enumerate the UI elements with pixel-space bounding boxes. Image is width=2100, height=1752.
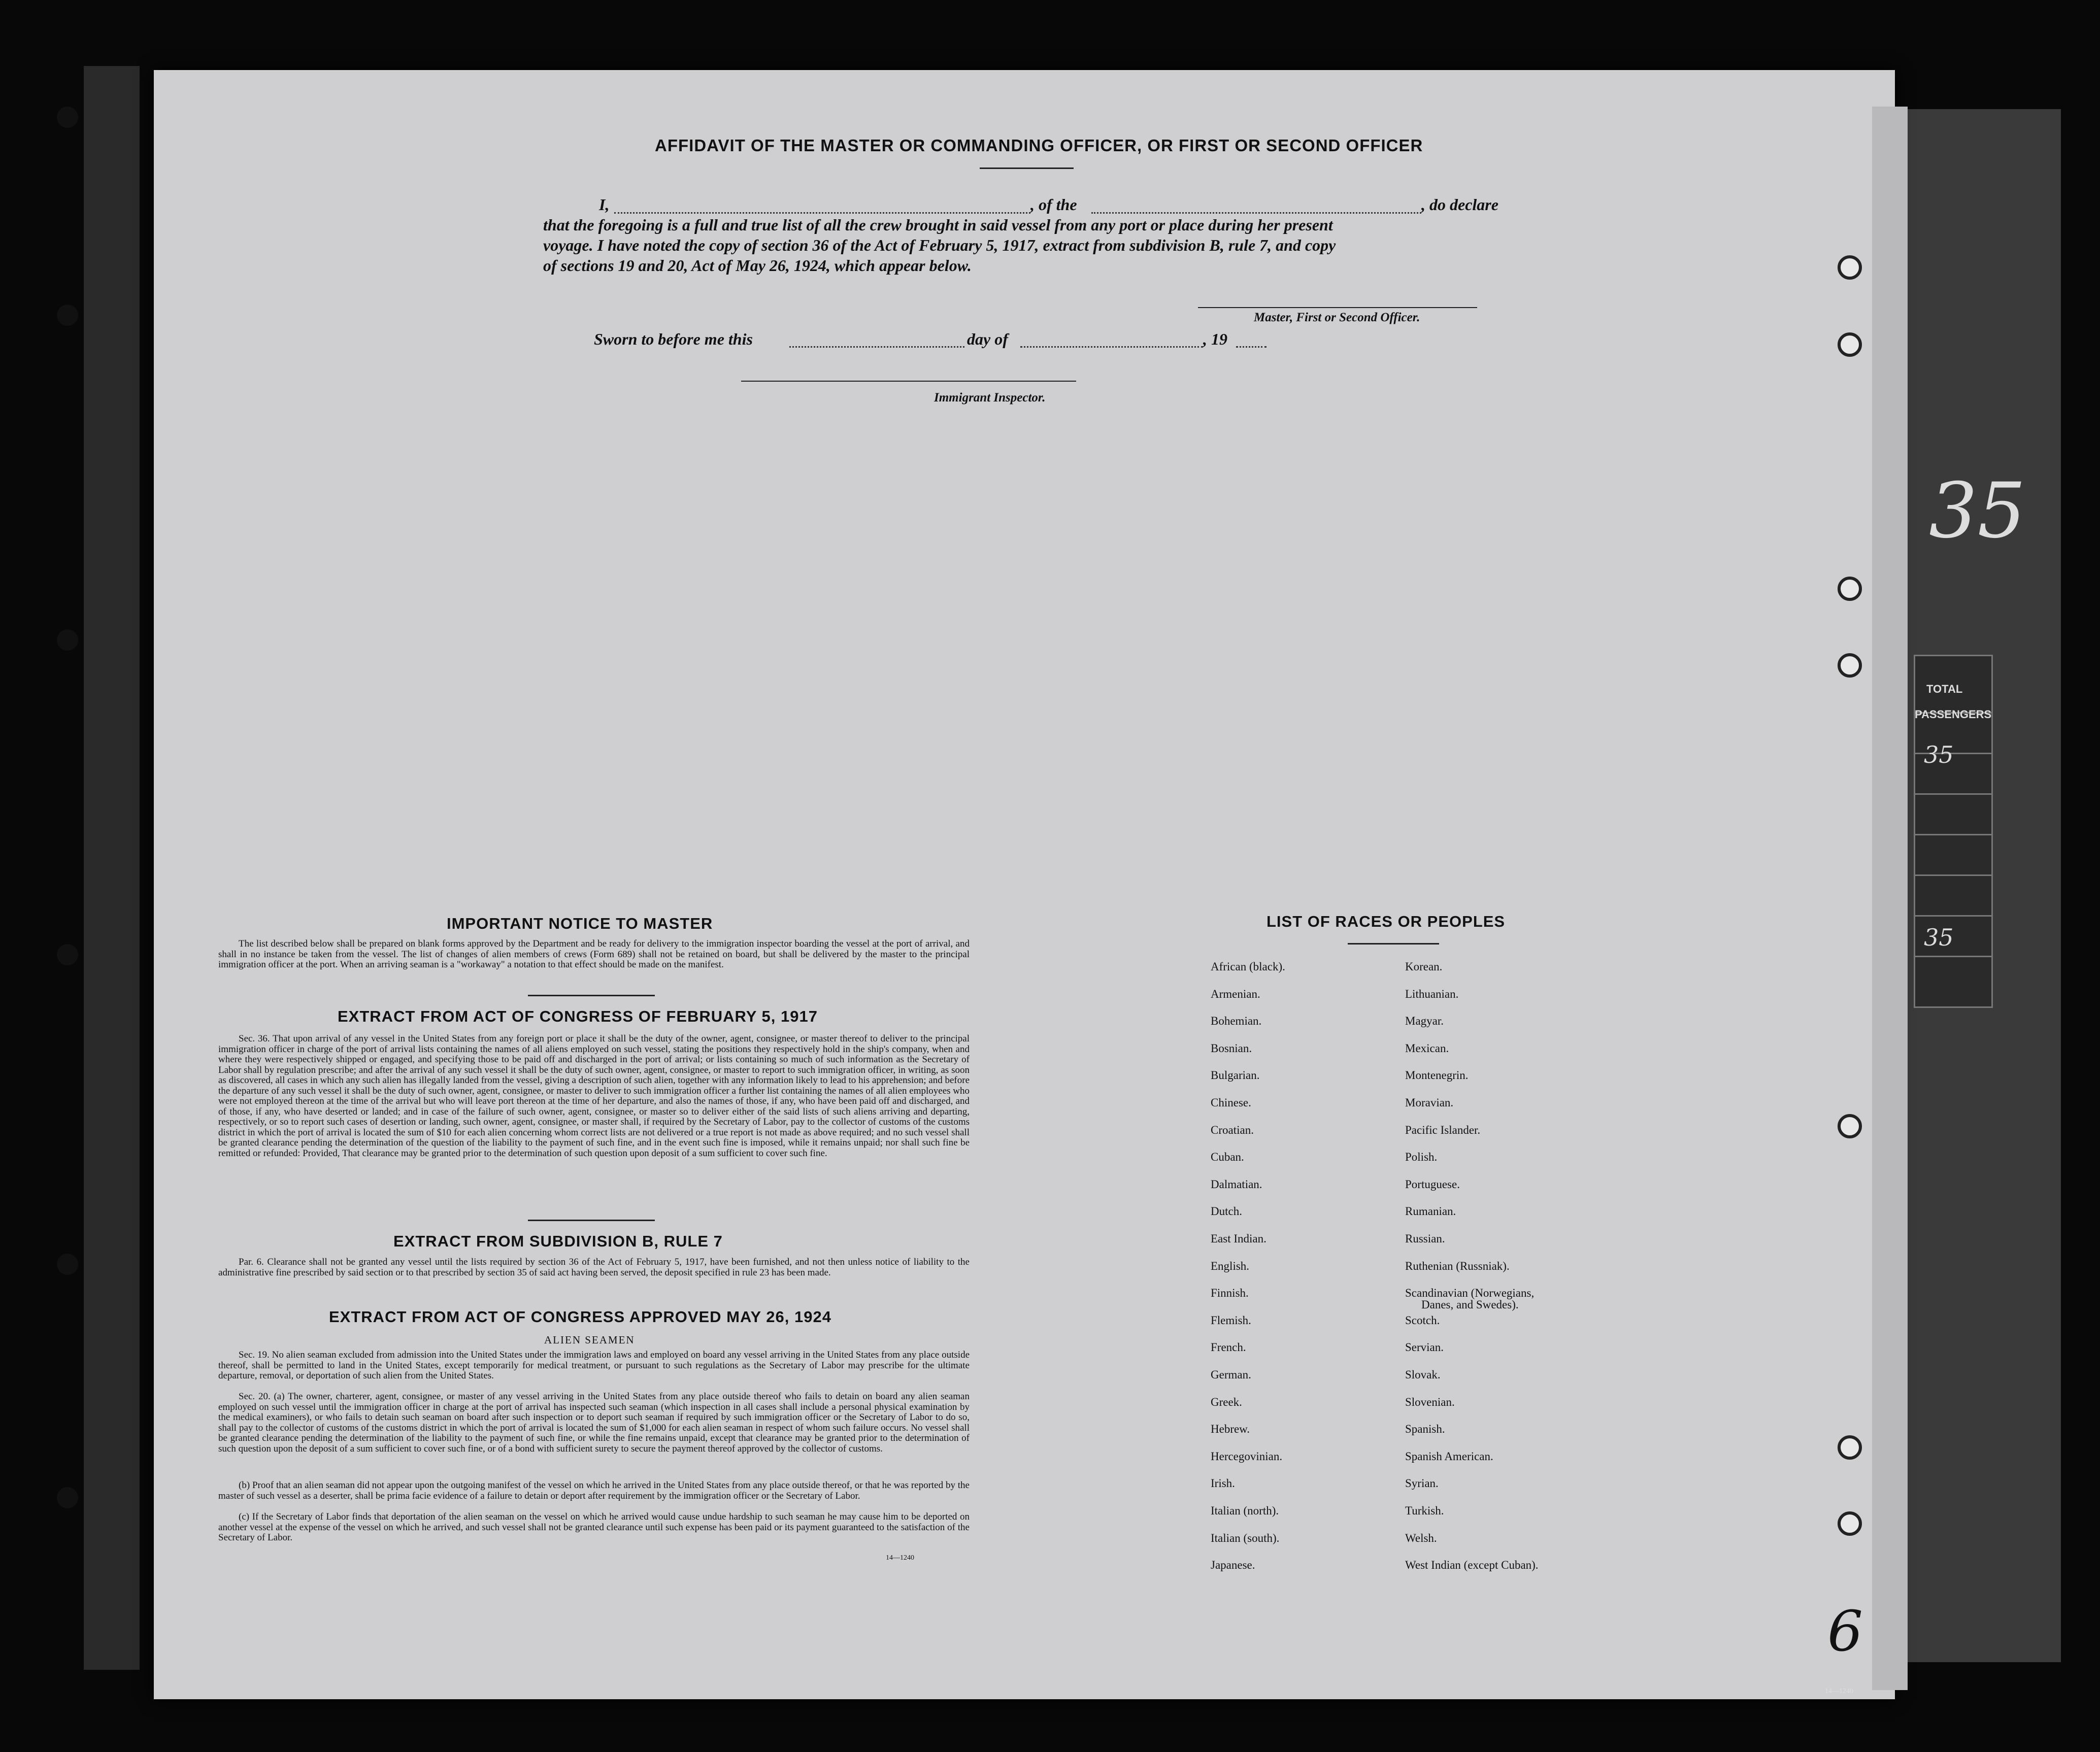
race-item: Bosnian. [1211, 1041, 1252, 1055]
sworn-date-blank[interactable] [789, 346, 964, 348]
affidavit-line4: of sections 19 and 20, Act of May 26, 1924, which appear below. [543, 256, 972, 275]
race-item: Turkish. [1405, 1504, 1444, 1517]
race-item: Welsh. [1405, 1531, 1437, 1544]
race-scandinavian-continuation: Danes, and Swedes). [1421, 1298, 1519, 1311]
race-item: Italian (south). [1211, 1531, 1280, 1544]
race-item: Moravian. [1405, 1096, 1454, 1109]
page-form-number: 14—1240 [1825, 1688, 1853, 1695]
race-item: West Indian (except Cuban). [1405, 1559, 1539, 1572]
race-item: Rumanian. [1405, 1205, 1456, 1218]
handwritten-35-a: 35 [1924, 741, 1954, 768]
race-item: Croatian. [1211, 1123, 1254, 1136]
binder-hole [57, 944, 78, 965]
inspector-signature-line[interactable] [741, 381, 1076, 382]
race-item: Bohemian. [1211, 1015, 1262, 1028]
title-rule [980, 167, 1074, 169]
race-item: French. [1211, 1341, 1246, 1354]
sworn-year: , 19 [1203, 330, 1227, 348]
section-rule [528, 1220, 655, 1221]
race-item: Japanese. [1211, 1559, 1255, 1572]
stamp-total-label: TOTAL [1926, 683, 1963, 695]
punch-hole [1838, 653, 1862, 678]
race-item: Bulgarian. [1211, 1069, 1260, 1082]
extract-1917-text: Sec. 36. That upon arrival of any vessel in the United States from any foreign port or place it shall be the duty of the owner, agent, consignee, or master thereof to deliver to the principal immigration officer in charge of the port of arrival lists containing the names of all aliens employed on such vessel, stating the positions they respectively hold in the ship's company, when and where they were respectively shipped or engaged, and specifying those to be paid off and discharged in the port of arrival; or lists containing so much of such information as the Secretary of Labor shall by regulation prescribe; and after the arrival of any such vessel it shall be the duty of such owner, agent, consignee, or master to report to such immigration officer, in writing, as soon as discovered, all cases in which any such alien has illegally landed from the vessel, giving a description of such alien, together with any information likely to lead to his apprehension; and before the departure of any such vessel it shall be the duty of such owner, agent, consignee, or master to deliver to such immigration officer a further list containing the names of all alien employees who were not employed thereon at the time of the arrival but who will leave port thereon at the time of her departure, and also the names of those, if any, who have been paid off and discharged, and of those, if any, who have deserted or landed; and in case of the failure of such owner, agent, consignee, or master so to deliver either of the said lists of such aliens arriving and departing, respectively, or so to report such cases of desertion or landing, such owner, agent, consignee, or master shall, if required by the Secretary of Labor, pay to the collector of customs of the customs district in which the port of arrival is located the sum of $10 for each alien concerning whom correct lists are not delivered or a true report is not made as above required; and no such vessel shall be granted clearance pending the determination of the question of the liability to the payment of such fine, and in the event such fine is imposed, while it remains unpaid; nor shall such fine be remitted or refunded: Provided, That clearance may be granted prior to the determination of such question upon deposit of a sum sufficient to cover such fine. [218, 1033, 970, 1159]
race-item: Scotch. [1405, 1313, 1440, 1327]
extract-1924-heading: EXTRACT FROM ACT OF CONGRESS APPROVED MAY 26, 1924 [329, 1308, 831, 1326]
race-item: Slovak. [1405, 1368, 1441, 1381]
race-item: Polish. [1405, 1151, 1438, 1164]
race-item: Spanish American. [1405, 1450, 1493, 1463]
races-heading: LIST OF RACES OR PEOPLES [1266, 913, 1506, 930]
handwritten-35-large: 35 [1929, 467, 2026, 555]
affidavit-line3: voyage. I have noted the copy of section 36 of the Act of February 5, 1917, extract from subdivision B, rule 7, and copy [543, 236, 1336, 254]
sworn-year-blank[interactable] [1236, 346, 1266, 348]
inspector-caption: Immigrant Inspector. [934, 391, 1046, 405]
binder-strip [84, 66, 140, 1670]
race-item: Dalmatian. [1211, 1177, 1262, 1191]
race-item: Chinese. [1211, 1096, 1251, 1109]
race-item: Hercegovinian. [1211, 1450, 1283, 1463]
section-rule [528, 995, 655, 996]
race-item: Servian. [1405, 1341, 1444, 1354]
race-item: Armenian. [1211, 987, 1260, 1000]
affidavit-line1-end: , do declare [1421, 195, 1498, 214]
extract-1917-heading: EXTRACT FROM ACT OF CONGRESS OF FEBRUARY 5, 1917 [338, 1007, 818, 1025]
binder-hole [57, 1487, 78, 1508]
vessel-blank[interactable] [1091, 212, 1421, 214]
affidavit-line1-mid: , of the [1030, 195, 1077, 214]
race-item: Finnish. [1211, 1287, 1249, 1300]
binder-hole [57, 1254, 78, 1275]
affidavit-line2: that the foregoing is a full and true list of all the crew brought in said vessel from any port or place during her present [543, 216, 1333, 234]
race-item: Irish. [1211, 1477, 1235, 1490]
handwritten-6: 6 [1827, 1599, 1863, 1664]
sworn-text: Sworn to before me this [594, 330, 753, 348]
race-item: East Indian. [1211, 1232, 1266, 1245]
page-edge [1872, 107, 1908, 1690]
affidavit-title: AFFIDAVIT OF THE MASTER OR COMMANDING OFFICER, OR FIRST OR SECOND OFFICER [655, 136, 1423, 155]
sworn-month-blank[interactable] [1020, 346, 1203, 348]
race-item: Mexican. [1405, 1041, 1449, 1055]
sec20c-text: (c) If the Secretary of Labor finds that deportation of the alien seaman on the vessel on which he arrived would cause undue hardship to such seaman he may cause him to be deported on another vessel at the expense of the vessel on which he arrived, and such vessel shall not be granted clearance until such expense has been paid or its payment guaranteed to the satisfaction of the Secretary of Labor. [218, 1511, 970, 1543]
alien-seamen-subheading: ALIEN SEAMEN [544, 1334, 635, 1346]
punch-hole [1838, 1114, 1862, 1138]
race-item: Montenegrin. [1405, 1069, 1469, 1082]
race-item: German. [1211, 1368, 1251, 1381]
race-item: Korean. [1405, 960, 1443, 973]
race-item: Flemish. [1211, 1313, 1251, 1327]
affidavit-line1-start: I, [599, 195, 610, 214]
race-item: Ruthenian (Russniak). [1405, 1259, 1510, 1272]
punch-hole [1838, 255, 1862, 280]
race-item: Pacific Islander. [1405, 1123, 1481, 1136]
signature-caption: Master, First or Second Officer. [1254, 311, 1420, 324]
race-item: Slovenian. [1405, 1395, 1455, 1408]
extract-rule7-heading: EXTRACT FROM SUBDIVISION B, RULE 7 [393, 1232, 723, 1250]
punch-hole [1838, 577, 1862, 601]
sec20a-text: Sec. 20. (a) The owner, charterer, agent, consignee, or master of any vessel arriving in the United States from any place outside thereof who fails to detain on board any alien seaman employed on such vessel until the immigration officer in charge at the port of arrival has inspected such seaman (which inspection in all cases shall include a personal physical examination by the medical examiners), or who fails to detain such seaman on board after such inspection or to deport such seaman if required by such immigration officer or the Secretary of Labor to do so, shall pay to the collector of customs of the customs district in which the port of arrival is located the sum of $1,000 for each alien seaman in respect of whom such failure occurs. No vessel shall be granted clearance pending the determination of the liability to the payment of such fine, or while the fine remains unpaid, except that clearance may be granted prior to the determination of such question upon the deposit of a sum sufficient to cover such fine, or of a bond with sufficient surety to secure the payment thereof approved by the collector of customs. [218, 1391, 970, 1454]
sec20b-text: (b) Proof that an alien seaman did not appear upon the outgoing manifest of the vessel on which he arrived in the United States from any place outside thereof, or that he was reported by the master of such vessel as a deserter, shall be prima facie evidence of a failure to detain or deport after requirement by the immigration officer or the Secretary of Labor. [218, 1480, 970, 1501]
race-item: Syrian. [1405, 1477, 1439, 1490]
sec19-text: Sec. 19. No alien seaman excluded from admission into the United States under the immigration laws and employed on board any vessel arriving in the United States from any place outside thereof, shall be permitted to land in the United States, except temporarily for medical treatment, or pursuant to such regulations as the Secretary of Labor may prescribe for the ultimate departure, removal, or deportation of such alien from the United States. [218, 1350, 970, 1381]
race-item: African (black). [1211, 960, 1285, 973]
punch-hole [1838, 1435, 1862, 1460]
notice-heading: IMPORTANT NOTICE TO MASTER [447, 915, 713, 932]
binder-hole [57, 107, 78, 128]
form-number: 14—1240 [886, 1554, 914, 1562]
race-item: Russian. [1405, 1232, 1445, 1245]
signature-line[interactable] [1198, 307, 1477, 308]
manifest-page [154, 70, 1895, 1699]
race-item: Greek. [1211, 1395, 1242, 1408]
handwritten-35-b: 35 [1924, 924, 1954, 951]
name-blank[interactable] [614, 212, 1030, 214]
race-item: Italian (north). [1211, 1504, 1279, 1517]
notice-text: The list described below shall be prepared on blank forms approved by the Department and be ready for delivery to the immigration inspector boarding the vessel at the port of arrival, and shall in no instance be taken from the vessel. The list of changes of alien members of crews (Form 689) shall not be retained on board, but shall be delivered by the master to the principal immigration officer at the port. When an arriving seaman is a "workaway" a notation to that effect should be made on the manifest. [218, 938, 970, 970]
race-item: Cuban. [1211, 1151, 1244, 1164]
sworn-day-of: day of [967, 330, 1008, 348]
race-item: Portuguese. [1405, 1177, 1460, 1191]
race-item: Spanish. [1405, 1423, 1445, 1436]
extract-rule7-text: Par. 6. Clearance shall not be granted any vessel until the lists required by section 36 of the Act of February 5, 1917, have been furnished, and not then unless notice of liability to the administrative fine prescribed by said section or to that prescribed by section 35 of said act having been served, the deposit specified in rule 23 has been made. [218, 1257, 970, 1278]
races-rule [1348, 943, 1439, 945]
binder-hole [57, 305, 78, 326]
race-item: Lithuanian. [1405, 987, 1459, 1000]
race-item: Magyar. [1405, 1015, 1444, 1028]
race-item: English. [1211, 1259, 1250, 1272]
binder-hole [57, 629, 78, 651]
stamp-passengers-label: PASSENGERS [1915, 708, 1992, 721]
punch-hole [1838, 332, 1862, 357]
race-item: Hebrew. [1211, 1423, 1250, 1436]
race-item: Scandinavian (Norwegians, [1405, 1287, 1535, 1300]
punch-hole [1838, 1511, 1862, 1536]
race-item: Dutch. [1211, 1205, 1242, 1218]
